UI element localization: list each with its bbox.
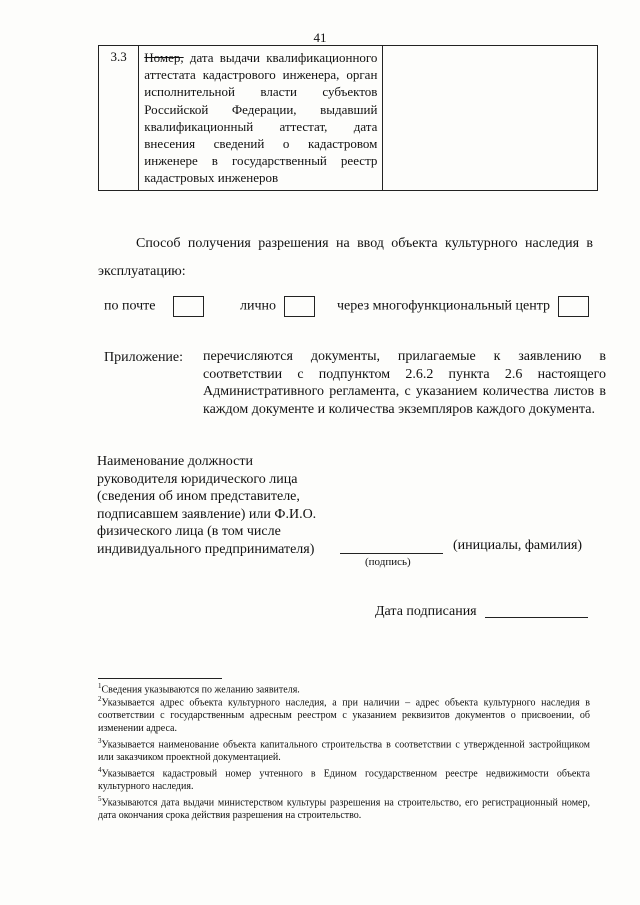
option-mfc-checkbox[interactable]: [558, 296, 589, 317]
footnote-text: Указывается кадастровый номер учтенного в Едином государственном реестре недвижимости объекта культурного наследия.: [98, 768, 590, 793]
signatory-line: Наименование должности: [97, 454, 253, 469]
footnote-text: Указывается наименование объекта капитального строительства в соответствии с утвержденной застройщиком или заказчиком проектной документацией.: [98, 739, 590, 764]
date-line[interactable]: [485, 617, 588, 618]
footnote-3: [98, 735, 590, 764]
footnote-number: 5: [98, 795, 102, 803]
option-mail-checkbox[interactable]: [173, 296, 204, 317]
row-value-cell[interactable]: [383, 46, 598, 191]
attachment-label: Приложение:: [104, 350, 184, 365]
option-in-person[interactable]: [240, 296, 315, 317]
footnote-number: 3: [98, 737, 102, 745]
footnote-divider: [98, 678, 222, 679]
row-description-first-word: Номер,: [144, 50, 184, 65]
option-in-person-checkbox[interactable]: [284, 296, 315, 317]
signatory-line: подписавшем заявление) или Ф.И.О.: [97, 506, 317, 522]
signatory-line: физического лица (в том числе: [97, 524, 281, 539]
signatory-line: индивидуального предпринимателя): [97, 541, 315, 557]
footnote-text: Указываются дата выдачи министерством культуры разрешения на строительство, его регистрационный номер, дата окончания срока действия разрешения на строительство.: [98, 797, 590, 822]
signatory-line: (сведения об ином представителе,: [97, 489, 300, 504]
footnote-5: [98, 793, 590, 822]
page-number: 41: [313, 30, 327, 45]
footnote-number: 4: [98, 766, 102, 774]
signatory-line: руководителя юридического лица: [97, 471, 298, 487]
table-row: [99, 46, 598, 191]
info-table: [98, 45, 598, 191]
date-label: Дата подписания: [375, 604, 477, 619]
signature-line[interactable]: [340, 553, 443, 554]
row-description: [139, 46, 383, 191]
option-mail[interactable]: [104, 296, 204, 317]
signature-caption: (подпись): [365, 556, 411, 568]
method-title: Способ получения разрешения на ввод объекта культурного наследия в эксплуатацию:: [98, 236, 593, 279]
footnote-number: 2: [98, 695, 102, 703]
row-number: 3.3: [99, 46, 139, 191]
footnote-number: 1: [98, 682, 102, 690]
footnote-2: [98, 693, 590, 735]
footnote-4: [98, 764, 590, 793]
initials-label: (инициалы, фамилия): [453, 538, 583, 553]
footnote-text: Указывается адрес объекта культурного наследия, а при наличии – адрес объекта культурного наследия в соответствии с государственным адресным реестром с указанием реквизитов документов о присвоении, об изменении адреса.: [98, 697, 590, 735]
footnote-text: Сведения указываются по желанию заявителя.: [101, 684, 300, 696]
option-in-person-label: лично: [240, 298, 277, 314]
signatory-block: [97, 453, 316, 558]
attachment-text: перечисляются документы, прилагаемые к заявлению в соответствии с подпунктом 2.6.2 пункта 2.6 настоящего Административного регламента, с указанием количества листов в каждом документе и количества экземпляров каждого документа.: [203, 349, 606, 417]
option-mail-label: по почте: [104, 298, 156, 314]
option-mfc-label: через многофункциональный центр: [337, 298, 550, 314]
row-description-text: дата выдачи квалификационного аттестата кадастрового инженера, орган исполнительной власти субъектов Российской Федерации, выдавший квалификационный аттестат, дата внесения сведений о кадастровом инженере в государственный реестр кадастровых инженеров: [144, 50, 378, 186]
option-mfc[interactable]: [337, 296, 589, 317]
